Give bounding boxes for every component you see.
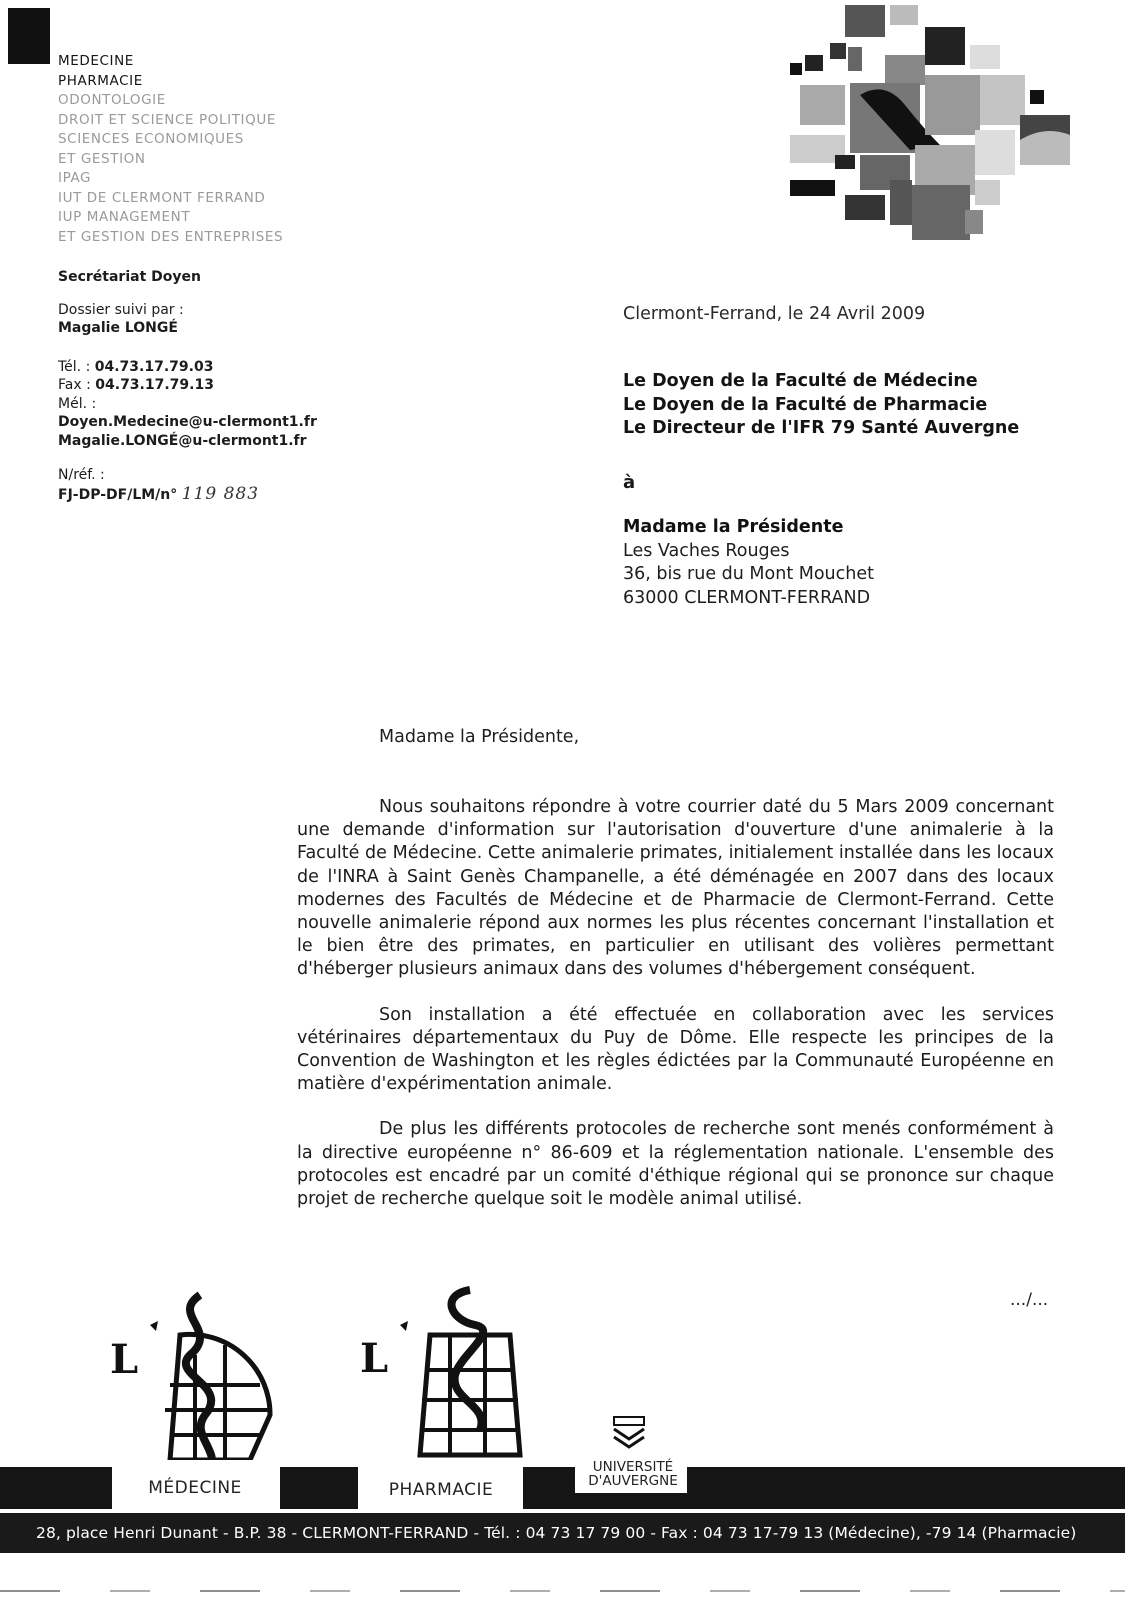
mel-label: Mél. : [58, 395, 97, 412]
ref-handwritten: 119 883 [181, 483, 260, 504]
followed-by-name: Magalie LONGÉ [58, 320, 178, 336]
recipient-street: 36, bis rue du Mont Mouchet [623, 564, 874, 584]
faculty-item-entreprises: ET GESTION DES ENTREPRISES [58, 228, 284, 245]
ref-label: N/réf. : [58, 467, 105, 483]
tel-line [58, 358, 358, 377]
recipient-city: 63000 CLERMONT-FERRAND [623, 587, 871, 608]
universite-line-1: UNIVERSITÉ [592, 1459, 674, 1475]
signatory-pharmacie: Le Doyen de la Faculté de Pharmacie [623, 394, 988, 415]
svg-text:L: L [110, 1336, 139, 1383]
faculty-item-sciences-eco: SCIENCES ECONOMIQUES [58, 131, 244, 147]
fax-line [58, 376, 358, 395]
date-line: Clermont-Ferrand, le 24 Avril 2009 [623, 304, 926, 324]
signatory-medecine: Le Doyen de la Faculté de Médecine [623, 371, 978, 391]
universite-emblem-icon [610, 1415, 648, 1453]
footer-universite-label [578, 1460, 688, 1488]
continues-marker: .../... [1010, 1290, 1049, 1310]
signatory-ifr: Le Directeur de l'IFR 79 Santé Auvergne [623, 418, 1020, 438]
ref-value: FJ-DP-DF/LM/n° [58, 486, 178, 503]
tel-value: 04.73.17.79.03 [94, 358, 214, 375]
footer-address: 28, place Henri Dunant - B.P. 38 - CLERMONT-FERRAND - Tél. : 04 73 17 79 00 - Fax : 04 73 17-79 13 (Médecine), -79 14 (Pharmacie) [36, 1524, 1077, 1542]
recipient-block [623, 516, 874, 610]
faculty-item-pharmacie: PHARMACIE [58, 72, 143, 89]
faculty-item-odontologie: ODONTOLOGIE [58, 92, 166, 108]
ref-line [58, 485, 358, 505]
to-word: à [623, 472, 636, 493]
scan-edge [0, 1590, 1125, 1592]
paragraph-3: De plus les différents protocoles de recherche sont menés conformément à la directive européenne n° 86-609 et la réglementation nationale. L'ensemble des protocoles est encadré par un comité d'éthique régional qui se prononce sur chaque projet de recherche quelque soit le modèle animal utilisé. [297, 1119, 1054, 1210]
followed-by-label: Dossier suivi par : [58, 301, 184, 318]
signatories-block [623, 370, 1019, 441]
paragraph-1: Nous souhaitons répondre à votre courrier daté du 5 Mars 2009 concernant une demande d'information sur l'autorisation d'ouverture d'une animalerie à la Faculté de Médecine. Cette animalerie primates, initialement installée dans les locaux de l'INRA à Saint Genès Champanelle, a été déménagée en 2007 dans des locaux modernes des Facultés de Médecine et de Pharmacie de Clermont-Ferrand. Cette nouvelle animalerie répond aux normes les plus récentes concernant l'installation et le bien être des primates, en particulier en utilisant des volières permettant d'héberger plusieurs animaux dans des volumes d'hébergement conséquent. [297, 797, 1054, 980]
email-dean: Doyen.Medecine@u-clermont1.fr [58, 414, 317, 430]
faculty-list [58, 52, 283, 247]
fax-value: 04.73.17.79.13 [95, 377, 214, 393]
mosaic-logo [790, 5, 1090, 250]
email-contact: Magalie.LONGÉ@u-clermont1.fr [58, 432, 307, 449]
pharmacie-logo [360, 1280, 530, 1475]
faculty-item-droit: DROIT ET SCIENCE POLITIQUE [58, 111, 276, 128]
footer-pharmacie-label: PHARMACIE [388, 1480, 494, 1500]
sender-office: Secrétariat Doyen [58, 269, 201, 285]
faculty-item-iut: IUT DE CLERMONT FERRAND [58, 189, 266, 206]
universite-line-2: D'AUVERGNE [588, 1473, 678, 1489]
faculty-item-medecine: MEDECINE [58, 53, 134, 69]
paragraph-2: Son installation a été effectuée en collaboration avec les services vétérinaires départementaux du Puy de Dôme. Elle respecte les principes de la Convention de Washington et les règles édictées par la Communauté Européenne en matière d'expérimentation animale. [297, 1004, 1054, 1095]
letter-body [297, 796, 1054, 1233]
salutation: Madame la Présidente, [379, 727, 580, 747]
sender-block [58, 268, 358, 504]
tel-label: Tél. : [58, 358, 91, 375]
faculty-item-ipag: IPAG [58, 170, 92, 186]
corner-mark [8, 8, 50, 64]
recipient-title: Madame la Présidente [623, 517, 844, 537]
recipient-org: Les Vaches Rouges [623, 540, 790, 561]
footer-medecine-label: MÉDECINE [148, 1478, 242, 1498]
faculty-item-gestion: ET GESTION [58, 150, 146, 167]
faculty-item-iup: IUP MANAGEMENT [58, 209, 191, 225]
medecine-logo [110, 1275, 280, 1475]
fax-label: Fax : [58, 377, 91, 393]
svg-text:L: L [360, 1335, 389, 1382]
